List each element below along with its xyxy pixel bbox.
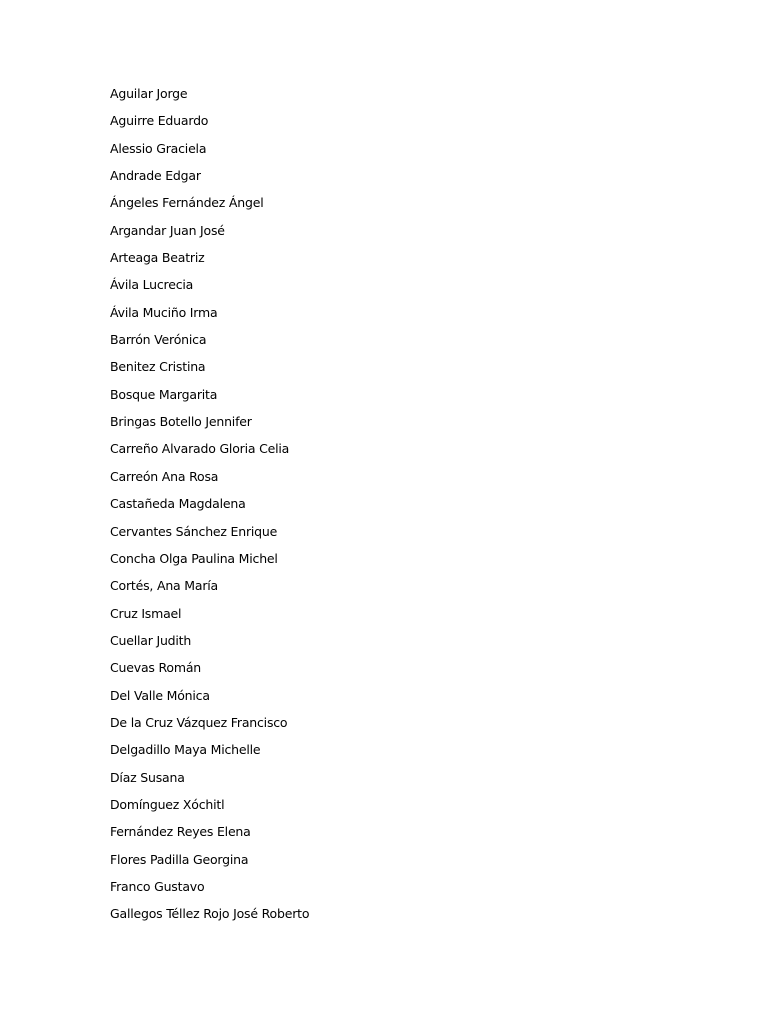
- list-item: Díaz Susana: [110, 769, 185, 785]
- list-item: Carreón Ana Rosa: [110, 468, 219, 484]
- list-item: Domínguez Xóchitl: [110, 796, 225, 812]
- list-item: Carreño Alvarado Gloria Celia: [110, 441, 290, 457]
- list-item: Franco Gustavo: [110, 878, 205, 894]
- list-item: Cuellar Judith: [110, 632, 192, 648]
- list-item: Argandar Juan José: [110, 222, 225, 238]
- list-item: Cortés, Ana María: [110, 578, 218, 594]
- list-item: Concha Olga Paulina Michel: [110, 550, 278, 566]
- name-list: [110, 85, 309, 933]
- list-item: Aguirre Eduardo: [110, 113, 209, 129]
- list-item: Cervantes Sánchez Enrique: [110, 523, 278, 539]
- list-item: Del Valle Mónica: [110, 687, 210, 703]
- list-item: Castañeda Magdalena: [110, 496, 246, 512]
- list-item: Bringas Botello Jennifer: [110, 414, 252, 430]
- list-item: Alessio Graciela: [110, 140, 207, 156]
- list-item: Bosque Margarita: [110, 386, 218, 402]
- list-item: De la Cruz Vázquez Francisco: [110, 714, 288, 730]
- list-item: Aguilar Jorge: [110, 86, 188, 101]
- list-item: Ángeles Fernández Ángel: [110, 195, 264, 211]
- list-item: Barrón Verónica: [110, 332, 207, 348]
- list-item: Cruz Ismael: [110, 605, 182, 621]
- list-item: Ávila Lucrecia: [110, 277, 194, 293]
- list-item: Andrade Edgar: [110, 168, 201, 184]
- list-item: Ávila Muciño Irma: [110, 304, 218, 320]
- list-item: Cuevas Román: [110, 660, 202, 676]
- list-item: Fernández Reyes Elena: [110, 824, 251, 840]
- list-item: Gallegos Téllez Rojo José Roberto: [110, 906, 310, 922]
- list-item: Benitez Cristina: [110, 359, 206, 375]
- list-item: Delgadillo Maya Michelle: [110, 742, 261, 758]
- list-item: Arteaga Beatriz: [110, 250, 205, 266]
- list-item: Flores Padilla Georgina: [110, 851, 249, 867]
